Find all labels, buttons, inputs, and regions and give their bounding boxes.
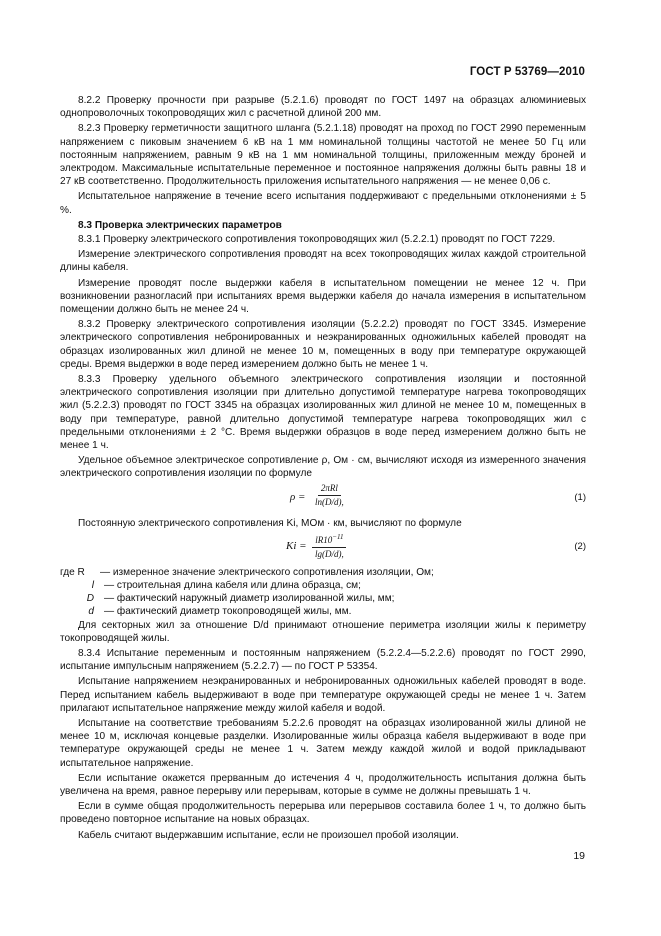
formula-denominator-text: ln(D/d) bbox=[315, 496, 342, 507]
paragraph: Постоянную электрического сопротивления Ki, МОм · км, вычисляют по формуле bbox=[78, 517, 462, 529]
paragraph: 8.2.2 Проверку прочности при разрыве (5.2.1.6) проводят по ГОСТ 1497 на образцах алюминиевых однопроволочных токопроводящих жил с расчетной длиной 200 мм. bbox=[60, 95, 586, 120]
paragraph: 8.3.2 Проверку электрического сопротивления изоляции (5.2.2.2) проводят по ГОСТ 3345. Измерение электрического сопротивления небронированных и неэкранированных одножильных кабелей проводят на образцах изолированных жил длиной не менее 10 м, помещенных в воду при температуре окружающей среды. Время выдержки в воде перед измерением должно быть не менее 1 ч. bbox=[60, 319, 586, 370]
formula-exponent: −11 bbox=[332, 532, 344, 541]
paragraph: Испытание напряжением неэкранированных и небронированных одножильных кабелей проводят в воде. Перед испытанием кабель выдерживают в воде при температуре окружающей среды не менее 1 ч. Затем прилагают испытательное напряжение между жилой кабеля и водой. bbox=[60, 676, 586, 714]
paragraph: 8.3.1 Проверку электрического сопротивления токопроводящих жил (5.2.2.1) проводят по ГОСТ 7229. bbox=[78, 234, 556, 246]
formula-tail: , bbox=[341, 548, 344, 559]
paragraph: 8.3.3 Проверку удельного объемного электрического сопротивления изоляции и постоянной электрического сопротивления изоляции при длительно допустимой температуре нагрева токопроводящих жил (5.2.2.3) проводят по ГОСТ 3345 на образцах изолированных жил длиной не менее 10 м, помещенных в воду при температуре, равной длительно допустимой температуре нагрева токопроводящих жил с предельными отклонениями ± 2 °С. Время выдержки образцов в воде перед измерением должно быть не менее 1 ч. bbox=[60, 374, 586, 452]
paragraph: 8.3.4 Испытание переменным и постоянным напряжением (5.2.2.4—5.2.2.6) проводят по ГОСТ 2990, испытание импульсным напряжением (5.2.2.7) — по ГОСТ Р 53354. bbox=[60, 648, 586, 673]
formula-fraction bbox=[312, 483, 347, 508]
equation-number: (2) bbox=[574, 540, 586, 552]
definition-row bbox=[60, 592, 586, 605]
formula-2 bbox=[60, 532, 586, 562]
definition-symbol: d bbox=[88, 606, 94, 618]
paragraph: Если в сумме общая продолжительность перерыва или перерывов составила более 1 ч, то должно быть проведено повторное испытание на новых образцах. bbox=[60, 801, 586, 826]
formula-denominator bbox=[312, 496, 347, 508]
formula-numerator-text: lR10 bbox=[315, 534, 333, 545]
formula-fraction bbox=[312, 532, 347, 560]
definition-symbol: l bbox=[91, 580, 94, 592]
definition-text: — фактический диаметр токопроводящей жилы, мм. bbox=[104, 606, 352, 618]
formula-numerator bbox=[312, 532, 346, 548]
formula-1 bbox=[60, 483, 586, 513]
definition-text: — измеренное значение электрического сопротивления изоляции, Ом; bbox=[100, 566, 434, 578]
paragraph: Измерение проводят после выдержки кабеля в испытательном помещении не менее 12 ч. При возникновении разногласий при испытаниях время выдержки кабеля до начала измерения в испытательном помещении должно быть не менее 24 ч. bbox=[60, 277, 586, 316]
paragraph: Для секторных жил за отношение D/d принимают отношение периметра изоляции жилы к периметру токопроводящей жилы. bbox=[60, 619, 586, 644]
document-header: ГОСТ Р 53769—2010 bbox=[469, 66, 585, 78]
formula-denominator-text: lg(D/d) bbox=[315, 548, 342, 559]
section-heading: 8.3 Проверка электрических параметров bbox=[78, 219, 282, 231]
definition-row bbox=[60, 579, 586, 592]
page-number: 19 bbox=[573, 850, 585, 862]
definition-symbol: где R bbox=[60, 566, 85, 578]
paragraph: Если испытание окажется прерванным до истечения 4 ч, продолжительность испытания должна быть увеличена на время, равное перерыву или перерывам, которые в сумме не должны превышать 1 ч. bbox=[60, 772, 586, 798]
formula-tail: , bbox=[341, 496, 344, 507]
definition-symbol: D bbox=[86, 593, 94, 605]
formula-lhs: Ki = bbox=[286, 539, 307, 552]
paragraph: 8.2.3 Проверку герметичности защитного шланга (5.2.1.18) проводят на проход по ГОСТ 2990 переменным напряжением с пиковым значением 6 кВ на 1 мм номинальной толщины частотой не менее 50 Гц или постоянным напряжением, равным 9 кВ на 1 мм номинальной толщины, приложенным между броней и электродом. Максимальные испытательные переменное и постоянное напряжения должны быть равны 18 и 27 кВ соответственно. Продолжительность приложения испытательного напряжения — не менее 0,06 с. bbox=[60, 123, 586, 188]
formula-lhs: ρ = bbox=[290, 490, 306, 503]
formula-numerator: 2πRl bbox=[318, 483, 341, 496]
document-body bbox=[60, 94, 586, 844]
definition-text: — строительная длина кабеля или длина образца, см; bbox=[104, 580, 361, 592]
paragraph: Удельное объемное электрическое сопротивление ρ, Ом · см, вычисляют исходя из измеренного значения электрического сопротивления изоляции по формуле bbox=[60, 455, 586, 480]
definition-text: — фактический наружный диаметр изолированной жилы, мм; bbox=[104, 593, 395, 605]
formula-denominator bbox=[312, 548, 347, 560]
definition-row bbox=[60, 566, 586, 579]
paragraph: Кабель считают выдержавшим испытание, если не произошел пробой изоляции. bbox=[78, 829, 459, 841]
symbol-definitions bbox=[60, 566, 586, 619]
paragraph: Испытание на соответствие требованиям 5.2.2.6 проводят на образцах изолированной жилы длиной не менее 10 м, исключая концевые разделки. Изолированные жилы образца кабеля выдерживают в воде при температуре окружающей среды не менее 1 ч. Затем между каждой жилой и водой прикладывают испытательное напряжение. bbox=[60, 718, 586, 769]
paragraph: Испытательное напряжение в течение всего испытания поддерживают с предельными отклонениями ± 5 %. bbox=[60, 191, 586, 216]
equation-number: (1) bbox=[574, 491, 586, 503]
definition-row bbox=[60, 605, 586, 618]
paragraph: Измерение электрического сопротивления проводят на всех токопроводящих жилах каждой строительной длины кабеля. bbox=[60, 249, 586, 274]
